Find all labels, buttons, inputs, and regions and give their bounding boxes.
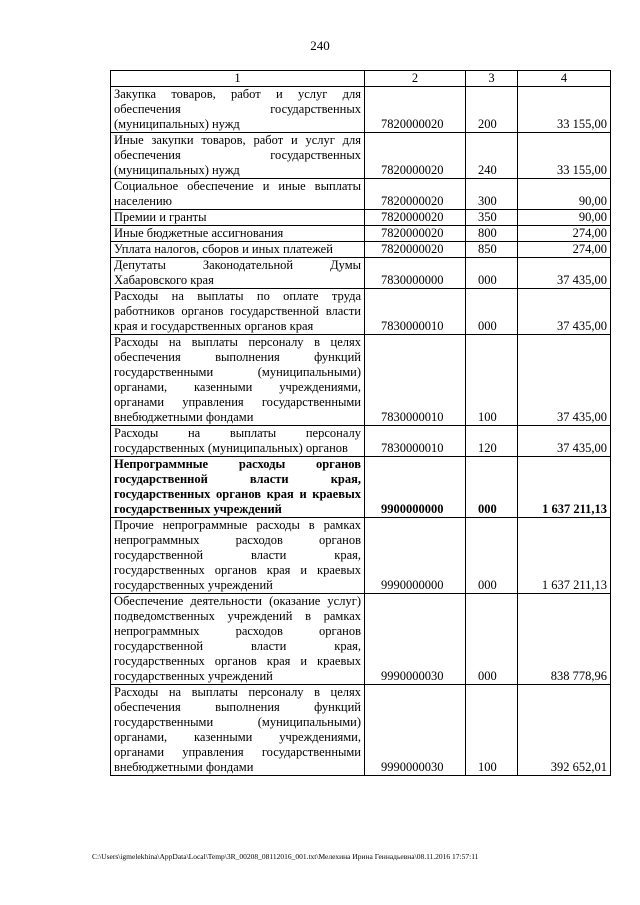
table-row: [111, 179, 611, 210]
table-row: [111, 210, 611, 226]
row-code-cell: 9990000030: [365, 685, 466, 776]
header-row: [111, 71, 611, 87]
row-name-cell: Закупка товаров, работ и услуг для обеспечения государственных (муниципальных) нужд: [111, 87, 365, 133]
row-code-cell: 7820000020: [365, 133, 466, 179]
table-row: [111, 518, 611, 594]
row-name-cell: Обеспечение деятельности (оказание услуг) подведомственных учреждений в рамках непрограммных расходов органов государственной власти края, государственных органов края и краевых государственных учреждений: [111, 594, 365, 685]
row-kind-cell: 000: [466, 594, 518, 685]
row-name-cell: Прочие непрограммные расходы в рамках непрограммных расходов органов государственной власти края, государственных органов края и краевых государственных учреждений: [111, 518, 365, 594]
row-sum-cell: 33 155,00: [518, 133, 611, 179]
row-name-cell: Расходы на выплаты персоналу государственных (муниципальных) органов: [111, 426, 365, 457]
row-name-cell: Депутаты Законодательной Думы Хабаровского края: [111, 258, 365, 289]
header-cell-sum: 4: [518, 71, 611, 87]
table-row: [111, 426, 611, 457]
table-row: [111, 133, 611, 179]
row-code-cell: 9900000000: [365, 457, 466, 518]
row-code-cell: 9990000000: [365, 518, 466, 594]
row-kind-cell: 100: [466, 685, 518, 776]
row-kind-cell: 000: [466, 258, 518, 289]
row-code-cell: 9990000030: [365, 594, 466, 685]
row-sum-cell: 37 435,00: [518, 426, 611, 457]
row-name-cell: Расходы на выплаты по оплате труда работников органов государственной власти края и государственных органов края: [111, 289, 365, 335]
row-code-cell: 7820000020: [365, 226, 466, 242]
table-row: [111, 335, 611, 426]
header-cell-kind: 3: [466, 71, 518, 87]
header-cell-code: 2: [365, 71, 466, 87]
row-code-cell: 7820000020: [365, 242, 466, 258]
row-code-cell: 7830000010: [365, 335, 466, 426]
table-row: [111, 289, 611, 335]
row-kind-cell: 000: [466, 457, 518, 518]
row-name-cell: Уплата налогов, сборов и иных платежей: [111, 242, 365, 258]
row-name-cell: Иные бюджетные ассигнования: [111, 226, 365, 242]
row-sum-cell: 37 435,00: [518, 289, 611, 335]
row-code-cell: 7820000020: [365, 210, 466, 226]
footer-path: C:\Users\igmelekhina\AppData\Local\Temp\3R_00208_08112016_001.txt\Мелехина Ирина Геннадьевна\08.11.2016 17:57:11: [92, 852, 479, 861]
page-number: 240: [310, 38, 330, 53]
table-row: [111, 258, 611, 289]
row-name-cell: Премии и гранты: [111, 210, 365, 226]
row-sum-cell: 37 435,00: [518, 335, 611, 426]
row-code-cell: 7830000010: [365, 289, 466, 335]
row-kind-cell: 300: [466, 179, 518, 210]
row-sum-cell: 392 652,01: [518, 685, 611, 776]
row-kind-cell: 800: [466, 226, 518, 242]
row-kind-cell: 850: [466, 242, 518, 258]
row-name-cell: Расходы на выплаты персоналу в целях обеспечения выполнения функций государственными (муниципальными) органами, казенными учреждениями, органами управления государственными внебюджетными фондами: [111, 335, 365, 426]
budget-table: [110, 70, 611, 776]
row-kind-cell: 000: [466, 518, 518, 594]
row-code-cell: 7830000010: [365, 426, 466, 457]
row-name-cell: Иные закупки товаров, работ и услуг для обеспечения государственных (муниципальных) нужд: [111, 133, 365, 179]
row-sum-cell: 1 637 211,13: [518, 518, 611, 594]
row-code-cell: 7830000000: [365, 258, 466, 289]
row-code-cell: 7820000020: [365, 87, 466, 133]
table-row: [111, 242, 611, 258]
header-cell-name: 1: [111, 71, 365, 87]
table-row: [111, 594, 611, 685]
row-kind-cell: 000: [466, 289, 518, 335]
table-row: [111, 226, 611, 242]
table-row: [111, 457, 611, 518]
row-kind-cell: 350: [466, 210, 518, 226]
row-sum-cell: 1 637 211,13: [518, 457, 611, 518]
row-sum-cell: 838 778,96: [518, 594, 611, 685]
row-kind-cell: 100: [466, 335, 518, 426]
row-sum-cell: 274,00: [518, 242, 611, 258]
row-kind-cell: 200: [466, 87, 518, 133]
row-kind-cell: 120: [466, 426, 518, 457]
row-sum-cell: 90,00: [518, 179, 611, 210]
row-name-cell: Социальное обеспечение и иные выплаты населению: [111, 179, 365, 210]
table-row: [111, 87, 611, 133]
row-kind-cell: 240: [466, 133, 518, 179]
row-sum-cell: 33 155,00: [518, 87, 611, 133]
row-sum-cell: 274,00: [518, 226, 611, 242]
row-sum-cell: 90,00: [518, 210, 611, 226]
row-code-cell: 7820000020: [365, 179, 466, 210]
row-name-cell: Непрограммные расходы органов государственной власти края, государственных органов края и краевых государственных учреждений: [111, 457, 365, 518]
table-row: [111, 685, 611, 776]
row-name-cell: Расходы на выплаты персоналу в целях обеспечения выполнения функций государственными (муниципальными) органами, казенными учреждениями, органами управления государственными внебюджетными фондами: [111, 685, 365, 776]
row-sum-cell: 37 435,00: [518, 258, 611, 289]
